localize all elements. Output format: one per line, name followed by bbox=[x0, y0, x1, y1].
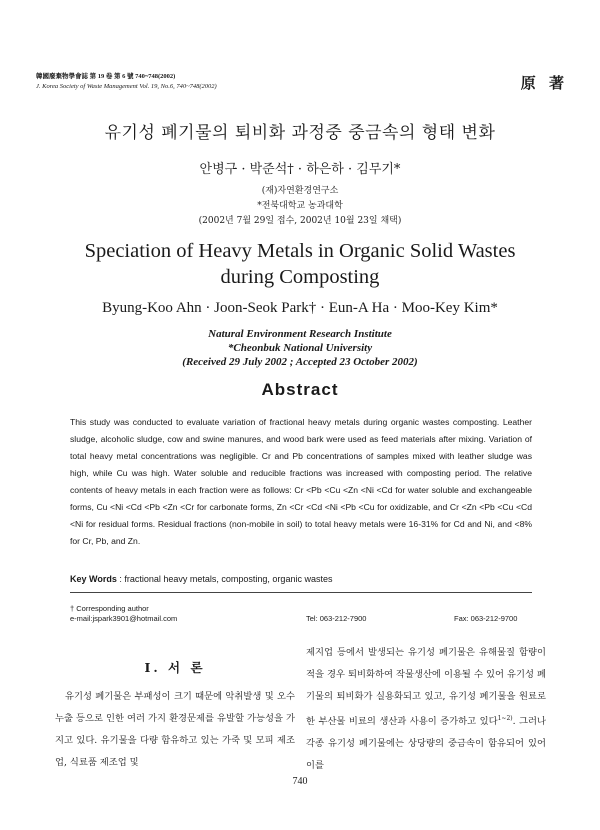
korean-affiliation-line1: (재)자연환경연구소 bbox=[261, 186, 339, 196]
journal-citation bbox=[36, 72, 217, 92]
article-type-badge: 原 著 bbox=[520, 74, 568, 92]
english-received-dates: (Received 29 July 2002 ; Accepted 23 October 2002) bbox=[182, 356, 418, 368]
corresponding-author-note bbox=[70, 604, 177, 624]
korean-received-dates: (2002년 7월 29일 접수, 2002년 10월 23일 채택) bbox=[198, 216, 402, 226]
abstract-heading: Abstract bbox=[261, 380, 339, 399]
journal-citation-korean: 韓國廢棄物學會誌 第 19 卷 第 6 號 740~748(2002) bbox=[36, 73, 176, 80]
keywords-label: Key Words bbox=[70, 574, 117, 584]
english-title-line1: Speciation of Heavy Metals in Organic Solid Wastes bbox=[84, 240, 516, 262]
english-title bbox=[0, 238, 600, 290]
keywords bbox=[70, 574, 332, 584]
abstract-body: This study was conducted to evaluate variation of fractional heavy metals during organic wastes composting. Leather sludge, alcoholic sludge, cow and swine manures, and wood bark were used as feed materials after mixing. Variation of total heavy metal concentrations was negligible. Cr and Pb concentrations of samples mixed with leather sludge was high, while Cu was high. Water soluble and reducible fractions was increased with composting period. The relative contents of heavy metals in each fraction were as follows: Cr <Pb <Cu <Zn <Ni <Cd for water soluble and exchangeable forms, Cu <Ni <Cd <Pb <Zn <Cr for carbonate forms, Zn <Cr <Cd <Ni <Pb <Cu for oxidizable, and Cr <Zn <Pb <Cu <Cd <Ni for residual forms. Residual fractions (non-mobile in soil) to total heavy metals were 16-31% for Cd and Ni, and <8% for Cr, Pb, and Zn. bbox=[70, 417, 532, 546]
footnote-divider bbox=[70, 592, 532, 593]
intro-left-column: 유기성 폐기물은 부패성이 크기 때문에 악취발생 및 오수누출 등으로 인한 여러 가지 환경문제를 유발할 가능성을 가지고 있다. 유기물을 다량 함유하고 있는 가죽 및 모피 제조업, 식료품 제조업 및 bbox=[55, 691, 295, 768]
intro-right-text-b: . 그러나 각종 유기성 폐기물에는 상당량의 중금속이 함유되어 있어 이를 bbox=[306, 716, 546, 772]
corresponding-author-label: † Corresponding author bbox=[70, 604, 149, 613]
korean-affiliation bbox=[0, 184, 600, 229]
section-heading-introduction: Ⅰ. 서 론 bbox=[144, 660, 206, 675]
korean-authors: 안병구 · 박준석† · 하은하 · 김무기* bbox=[199, 162, 401, 177]
english-affiliation-line2: *Cheonbuk National University bbox=[227, 342, 373, 354]
english-affiliation bbox=[0, 327, 600, 369]
corresponding-phone: Tel: 063-212-7900 bbox=[306, 614, 367, 623]
intro-right-text-a: 제지업 등에서 발생되는 유기성 폐기물은 유해물질 함량이 적을 경우 퇴비화하여 작물생산에 이용될 수 있어 유기성 폐기물의 퇴비화가 실용화되고 있고, 유기성 폐기물을 원료로 한 부산물 비료의 생산과 사용이 증가하고 있다 bbox=[306, 647, 546, 728]
korean-affiliation-line2: *전북대학교 농과대학 bbox=[257, 201, 343, 211]
english-title-line2: during Composting bbox=[220, 266, 380, 288]
english-affiliation-line1: Natural Environment Research Institute bbox=[208, 328, 392, 340]
citation-reference: 1~2) bbox=[497, 715, 513, 722]
corresponding-fax: Fax: 063-212-9700 bbox=[454, 614, 518, 623]
journal-citation-english: J. Korea Society of Waste Management Vol. 19, No.6, 740~748(2002) bbox=[36, 83, 217, 90]
corresponding-email: e-mail:jspark3901@hotmail.com bbox=[70, 614, 178, 623]
english-authors: Byung-Koo Ahn · Joon-Seok Park† · Eun-A Ha · Moo-Key Kim* bbox=[102, 300, 498, 316]
intro-right-column bbox=[306, 642, 546, 777]
keywords-text: : fractional heavy metals, composting, organic wastes bbox=[116, 574, 333, 584]
korean-title: 유기성 폐기물의 퇴비화 과정중 중금속의 형태 변화 bbox=[104, 123, 496, 143]
page-number: 740 bbox=[292, 776, 308, 787]
